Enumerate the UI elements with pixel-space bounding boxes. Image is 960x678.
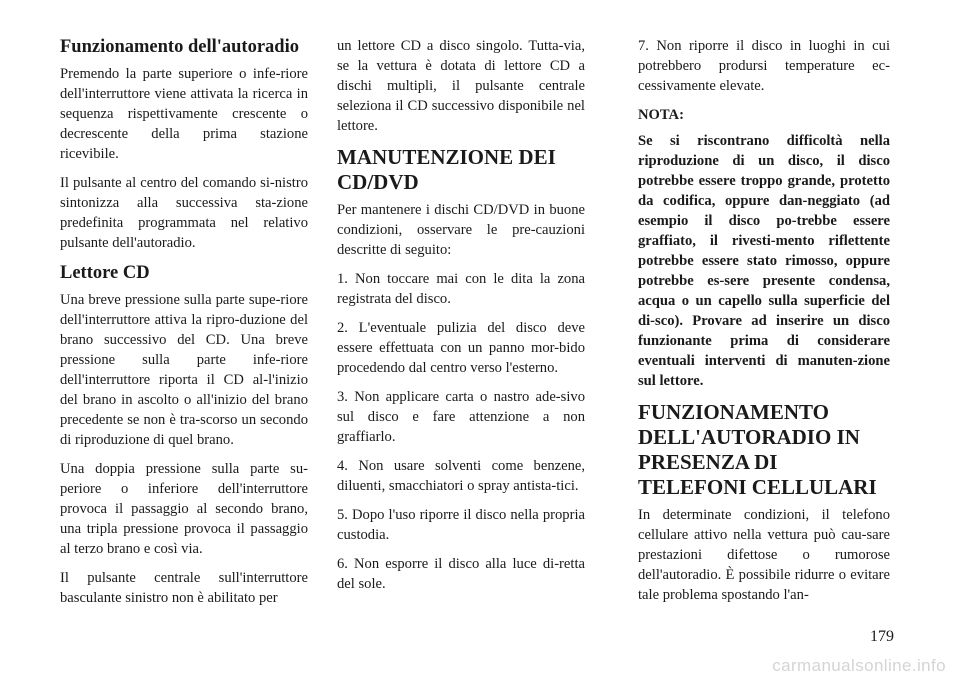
list-item-6: 6. Non esporre il disco alla luce di-retta del sole. bbox=[337, 556, 585, 592]
list-item-2: 2. L'eventuale pulizia del disco deve essere effettuata con un panno mor-bido procedendo dal centro verso l'esterno. bbox=[337, 320, 585, 376]
heading-autoradio-telefoni-cellulari: FUNZIONAMENTO DELL'AUTORADIO IN PRESENZA DI TELEFONI CELLULARI bbox=[638, 400, 877, 499]
list-item-5: 5. Dopo l'uso riporre il disco nella propria custodia. bbox=[337, 507, 585, 543]
watermark: carmanualsonline.info bbox=[772, 656, 946, 675]
column-middle bbox=[337, 36, 585, 603]
heading-funzionamento-autoradio: Funzionamento dell'autoradio bbox=[60, 37, 299, 57]
list-item-7: 7. Non riporre il disco in luoghi in cui potrebbero prodursi temperature ec-cessivamente elevate. bbox=[638, 38, 890, 94]
paragraph-continuation: un lettore CD a disco singolo. Tutta-via, se la vettura è dotata di lettore CD a dischi multipli, il pulsante centrale seleziona il CD successivo disponibile nel lettore. bbox=[337, 38, 585, 134]
paragraph-telefoni: In determinate condizioni, il telefono cellulare attivo nella vettura può cau-sare prestazioni difettose o rumorose dell'autoradio. È possibile ridurre o evitare tale problema spostando l'an- bbox=[638, 507, 890, 603]
note-label: NOTA: bbox=[638, 107, 684, 123]
list-item-1: 1. Non toccare mai con le dita la zona registrata del disco. bbox=[337, 271, 585, 307]
paragraph-lettore-1: Una breve pressione sulla parte supe-riore dell'interruttore attiva la ripro-duzione del brano successivo del CD. Una breve pressione sulla parte infe-riore dell'interruttore riporta il CD al-l'inizio del brano in ascolto o all'inizio del brano precedente se non è tra-scorso un secondo di riproduzione di quel brano. bbox=[60, 292, 308, 448]
paragraph-funzionamento-1: Premendo la parte superiore o infe-riore dell'interruttore viene attivata la ricerca in sequenza rispettivamente crescente o decrescente della prima stazione ricevibile. bbox=[60, 66, 308, 162]
column-left bbox=[60, 36, 308, 617]
heading-lettore-cd: Lettore CD bbox=[60, 263, 150, 283]
paragraph-funzionamento-2: Il pulsante al centro del comando si-nistro sintonizza alla successiva sta-zione predefinita programmata nel relativo pulsante dell'autoradio. bbox=[60, 175, 308, 251]
heading-manutenzione-cd-dvd: MANUTENZIONE DEI CD/DVD bbox=[337, 145, 556, 194]
column-right bbox=[638, 36, 890, 614]
list-item-3: 3. Non applicare carta o nastro ade-sivo sul disco e fare attenzione a non graffiarlo. bbox=[337, 389, 585, 445]
paragraph-lettore-2: Una doppia pressione sulla parte su-periore o inferiore dell'interruttore provoca il passaggio al secondo brano, una tripla pressione provoca il passaggio al terzo brano e così via. bbox=[60, 461, 308, 557]
list-item-4: 4. Non usare solventi come benzene, diluenti, smacchiatori o spray antista-tici. bbox=[337, 458, 585, 494]
paragraph-lettore-3: Il pulsante centrale sull'interruttore basculante sinistro non è abilitato per bbox=[60, 570, 308, 606]
paragraph-manutenzione-intro: Per mantenere i dischi CD/DVD in buone condizioni, osservare le pre-cauzioni descritte di seguito: bbox=[337, 202, 585, 258]
page-number: 179 bbox=[870, 628, 894, 645]
note-text: Se si riscontrano difficoltà nella riproduzione di un disco, il disco potrebbe essere troppo grande, protetto da codifica, oppure dan-neggiato (ad esempio il disco po-trebbe essere graffiato, il rivesti-mento riflettente potrebbe essere stato rimosso, oppure potrebbe es-sere presente condensa, acqua o un capello sulla superficie del di-sco). Provare ad inserire un disco funzionante prima di considerare eventuali interventi di manuten-zione sul lettore. bbox=[638, 133, 890, 389]
